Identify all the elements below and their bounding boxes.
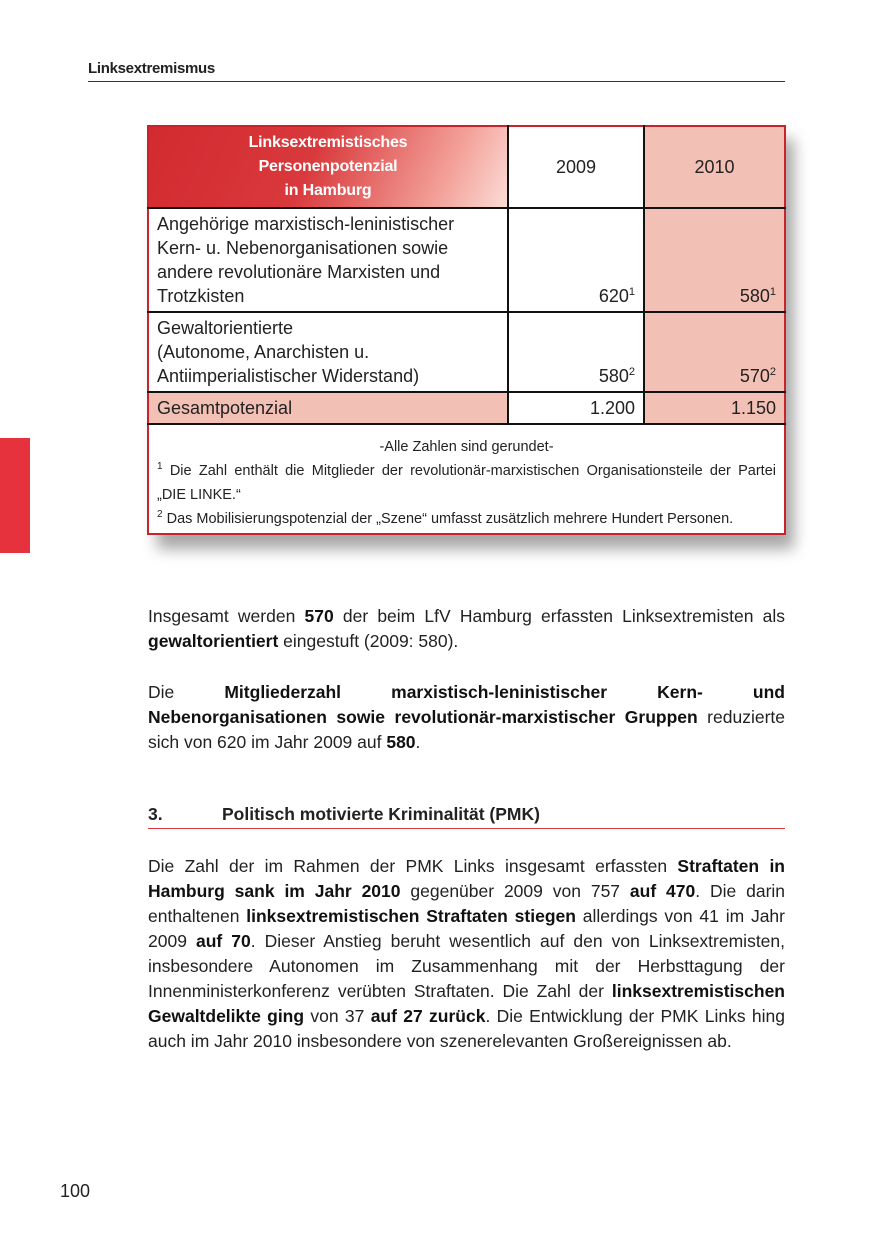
table-row (148, 208, 785, 312)
page-number: 100 (60, 1181, 91, 1201)
table-row (148, 312, 785, 392)
total-2010: 1.150 (644, 392, 785, 424)
section-title: Politisch motivierte Kriminalität (PMK) (222, 804, 540, 824)
stats-table (147, 125, 786, 535)
value-2009: $580^2$ (508, 312, 644, 392)
paragraph-pmk: Die Zahl der im Rahmen der PMK Links insgesamt erfassten Straftaten in Hamburg sank im Jahr 2010 gegenüber 2009 von 757 auf 470. Die darin enthaltenen linksextremistischen Straftaten stiegen allerdings von 41 im Jahr 2009 auf 70. Dieser Anstieg beruht wesentlich auf den von Linksextremisten, insbesondere Autonomen im Zusammenhang mit der Herbsttagung der Innenministerkonferenz verübten Straftaten. Die Zahl der linksextremistischen Gewaltdelikte ging von 37 auf 27 zurück. Die Entwicklung der PMK Links hing auch im Jahr 2010 insbesondere von szenerelevanten Großereignissen ab. (148, 856, 786, 1051)
value-2010: $570^2$ (644, 312, 785, 392)
table-header-row (148, 126, 785, 208)
rounding-note: -Alle Zahlen sind gerundet- (379, 439, 554, 455)
footnote-ref: 1 (769, 286, 776, 298)
chapter-marker-tab (0, 438, 30, 553)
footnote-ref: 2 (628, 366, 635, 378)
section-number: 3. (148, 804, 163, 824)
total-2009: 1.200 (508, 392, 644, 424)
footnote-2: $^2$ Das Mobilisierungspotenzial der „Szene“ umfasst zusätzlich mehrere Hundert Personen. (157, 509, 734, 527)
section-heading (148, 804, 785, 829)
table-title-line: Linksextremistisches (248, 134, 408, 151)
value-2010: $580^1$ (644, 208, 785, 312)
notes-row (148, 424, 785, 534)
table-notes (148, 424, 785, 534)
table-title-line: in Hamburg (284, 182, 372, 199)
year-2009-header: 2009 (508, 126, 644, 208)
footnote-1: $^1$ Die Zahl enthält die Mitglieder der revolutionär-marxistischen Organisationsteile der Partei „DIE LINKE.“ (157, 461, 776, 503)
row-label: Angehörige marxistisch-leninistischer Kern- u. Nebenorganisationen sowie andere revolutionäre Marxisten und Trotzkisten (148, 208, 508, 312)
footnote-ref: 1 (628, 286, 635, 298)
total-label: Gesamtpotenzial (148, 392, 508, 424)
total-row (148, 392, 785, 424)
table-title (148, 126, 508, 208)
running-header: Linksextremismus (88, 60, 785, 82)
year-2010-header: 2010 (644, 126, 785, 208)
table-title-line: Personenpotenzial (258, 158, 398, 175)
potential-table (147, 125, 784, 535)
row-label: Gewaltorientierte (Autonome, Anarchisten u. Antiimperialistischer Widerstand) (148, 312, 508, 392)
paragraph-violence: Insgesamt werden 570 der beim LfV Hamburg erfassten Linksextremisten als gewaltorientiert eingestuft (2009: 580). (148, 606, 786, 651)
value-2009: $620^1$ (508, 208, 644, 312)
paragraph-members: Die Mitgliederzahl marxistisch-leninistischer Kern- und Nebenorganisationen sowie revolutionär-marxistischer Gruppen reduzierte sich von 620 im Jahr 2009 auf 580. (148, 682, 785, 752)
footnote-ref: 2 (769, 366, 776, 378)
